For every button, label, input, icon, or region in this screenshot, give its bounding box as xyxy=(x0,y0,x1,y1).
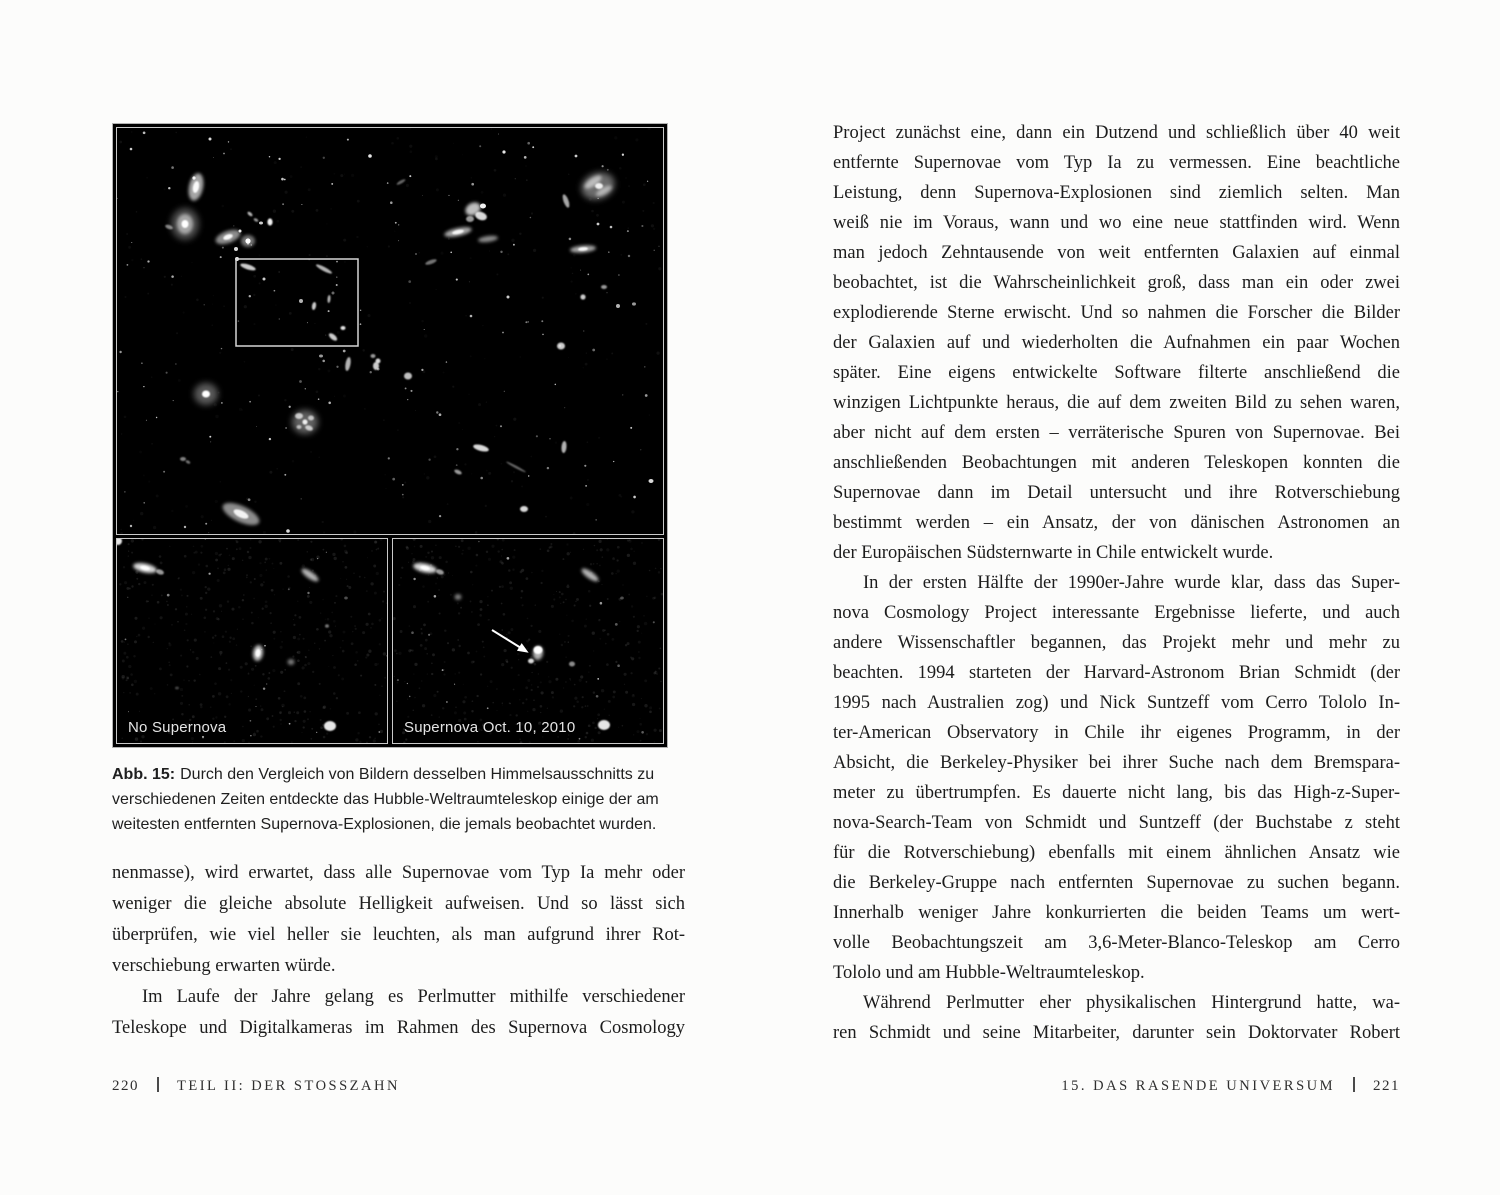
text-line: andere Wissenschaftler begannen, das Projekt mehr und mehr zu xyxy=(833,633,1400,653)
text-line: Absicht, die Berkeley-Physiker bei ihrer Suche nach dem Bremspara- xyxy=(833,753,1400,773)
text-line: Leistung, denn Supernova-Explosionen sind ziemlich selten. Man xyxy=(833,183,1400,203)
panel-supernova xyxy=(392,538,664,744)
text-line: anschließenden Beobachtungen mit anderen Teleskopen konnten die xyxy=(833,453,1400,473)
hubble-deep-field-figure xyxy=(112,123,668,748)
caption-text-line3: weitesten entfernten Supernova-Explosionen, die jemals beobachtet wurden. xyxy=(112,816,657,833)
text-line: der Galaxien auf und wiederholten die Aufnahmen ein paar Wochen xyxy=(833,333,1400,353)
panel-no-supernova xyxy=(116,538,388,744)
text-line: man jedoch Zehntausende von weit entfernten Galaxien auf einmal xyxy=(833,243,1400,263)
footer-divider xyxy=(1353,1077,1355,1092)
text-line: weiß nie im Voraus, wann und wo eine neue stattfinden wird. Wenn xyxy=(833,213,1400,233)
text-line: Innerhalb weniger Jahre konkurrierten die beiden Teams um wert- xyxy=(833,903,1400,923)
text-line: beobachtet, ist die Wahrscheinlichkeit groß, dass man ein oder zwei xyxy=(833,273,1400,293)
text-line: 1995 nach Australien zog) und Nick Suntzeff vom Cerro Tololo In- xyxy=(833,693,1400,713)
starfield-svg xyxy=(117,128,663,534)
text-line: winzigen Lichtpunkte heraus, die auf dem zweiten Bild zu sehen waren, xyxy=(833,393,1400,413)
text-line: Während Perlmutter eher physikalischen Hintergrund hatte, wa- xyxy=(863,993,1400,1013)
left-page-footer xyxy=(112,1077,400,1095)
comparison-panels xyxy=(116,538,664,744)
text-line: bestimmt werden – ein Ansatz, der von dänischen Astronomen an xyxy=(833,513,1400,533)
caption-text-line1: Durch den Vergleich von Bildern desselben Himmelsausschnitts zu xyxy=(180,766,655,783)
deep-field-main-image xyxy=(116,127,664,535)
text-line: nova Cosmology Project interessante Ergebnisse lieferte, und auch xyxy=(833,603,1400,623)
text-line: beachten. 1994 starteten der Harvard-Astronom Brian Schmidt (der xyxy=(833,663,1400,683)
page-number-right: 221 xyxy=(1373,1078,1400,1094)
text-line: Im Laufe der Jahre gelang es Perlmutter mithilfe verschiedener xyxy=(142,987,685,1007)
text-line: Tololo und am Hubble-Weltraumteleskop. xyxy=(833,963,1145,983)
text-line: nova-Search-Team von Schmidt und Suntzeff (der Buchstabe z steht xyxy=(833,813,1400,833)
text-line: Supernovae dann im Detail untersucht und ihre Rotverschiebung xyxy=(833,483,1400,503)
no-supernova-starfield-svg xyxy=(117,539,387,743)
text-line: verschiebung erwarten würde. xyxy=(112,956,336,976)
footer-divider xyxy=(157,1077,159,1092)
text-line: ter-American Observatory in Chile ihr eigenes Programm, in der xyxy=(833,723,1400,743)
text-line: für die Rotverschiebung) ebenfalls mit einem ähnlichen Ansatz wie xyxy=(833,843,1400,863)
text-line: Project zunächst eine, dann ein Dutzend und schließlich über 40 weit xyxy=(833,123,1400,143)
caption-line xyxy=(112,762,670,787)
text-line: ren Schmidt und seine Mitarbeiter, darunter sein Doktorvater Robert xyxy=(833,1023,1400,1043)
panel-label-supernova: Supernova Oct. 10, 2010 xyxy=(404,719,576,736)
text-line: aber nicht auf dem ersten – verräterische Spuren von Supernovae. Bei xyxy=(833,423,1400,443)
text-line: der Europäischen Südsternwarte in Chile entwickelt wurde. xyxy=(833,543,1274,563)
text-line: In der ersten Hälfte der 1990er-Jahre wurde klar, dass das Super- xyxy=(863,573,1400,593)
part-title: TEIL II: DER STOSSZAHN xyxy=(177,1078,400,1094)
figure-caption xyxy=(112,762,670,837)
text-line: nenmasse), wird erwartet, dass alle Supernovae vom Typ Ia mehr oder xyxy=(112,863,685,883)
right-page-footer xyxy=(1061,1077,1400,1095)
supernova-starfield-svg xyxy=(393,539,663,743)
caption-number: Abb. 15: xyxy=(112,766,176,783)
text-line: volle Beobachtungszeit am 3,6-Meter-Blanco-Teleskop am Cerro xyxy=(833,933,1400,953)
text-line: entfernte Supernovae vom Typ Ia zu vermessen. Eine beachtliche xyxy=(833,153,1400,173)
chapter-title: 15. DAS RASENDE UNIVERSUM xyxy=(1061,1078,1335,1094)
caption-text-line2: verschiedenen Zeiten entdeckte das Hubble-Weltraumteleskop einige der am xyxy=(112,791,659,808)
text-line: weniger die gleiche absolute Helligkeit aufweisen. Und so lässt sich xyxy=(112,894,685,914)
text-line: explodierende Sterne erwischt. Und so nahmen die Forscher die Bilder xyxy=(833,303,1400,323)
text-line: überprüfen, wie viel heller sie leuchten, als man aufgrund ihrer Rot- xyxy=(112,925,685,945)
right-page-body xyxy=(833,118,1400,1048)
page-number-left: 220 xyxy=(112,1078,139,1094)
panel-label-no-supernova: No Supernova xyxy=(128,719,227,736)
left-page-body xyxy=(112,858,685,1044)
text-line: meter zu übertrumpfen. Es dauerte nicht lang, bis das High-z-Super- xyxy=(833,783,1400,803)
text-line: die Berkeley-Gruppe nach entfernten Supernovae zu suchen begann. xyxy=(833,873,1400,893)
text-line: später. Eine eigens entwickelte Software filterte anschließend die xyxy=(833,363,1400,383)
text-line: Teleskope und Digitalkameras im Rahmen des Supernova Cosmology xyxy=(112,1018,685,1038)
